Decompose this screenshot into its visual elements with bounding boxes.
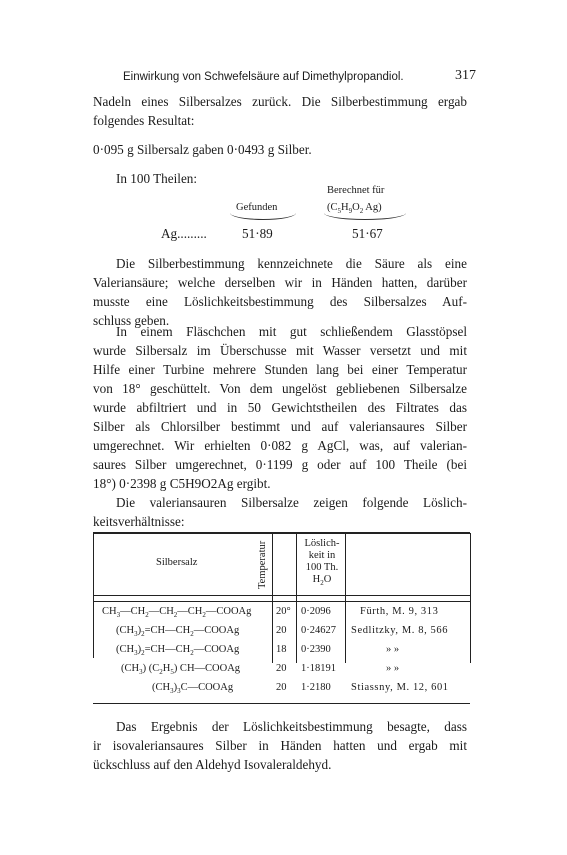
row-2-temp: 20 xyxy=(276,625,287,636)
p1-line-3: musste eine Löslichkeitsbestimmung des Silbersalzes Auf- xyxy=(93,294,467,309)
row-1-salt: $CH_3—CH_2—CH_2—CH_2—COOAg$ xyxy=(102,606,252,620)
in-100-parts: In 100 Theilen: xyxy=(116,171,198,186)
row-1-ref: Fürth, M. 9, 313 xyxy=(360,606,439,617)
intro-line-2: folgendes Resultat: xyxy=(93,113,195,128)
header-silbersalz: Silbersalz xyxy=(156,557,198,568)
row-5-temp: 20 xyxy=(276,682,287,693)
p2-line-9: 18°) 0·2398 g C5H9O2Ag ergibt. xyxy=(93,476,271,491)
result-line xyxy=(93,141,312,160)
row-4-salt: $(CH_3)$ $(C_2H_5)$ CH—COOAg xyxy=(121,663,241,677)
row-4-temp: 20 xyxy=(276,663,287,674)
row-3-sol: 0·2390 xyxy=(301,644,331,655)
calc-brace xyxy=(324,213,406,220)
row-2-sol: 0·24627 xyxy=(301,625,336,636)
p2-line-5: wurde abfiltriert und in 50 Gewichtstheilen des Filtrates das xyxy=(93,400,467,415)
p2-line-8: saures Silber umgerechnet, 0·1199 g oder auf 100 Theile (bei xyxy=(93,457,467,472)
p2-line-4: von 18° geschüttelt. Von dem ungelöst gebliebenen Silbersalze xyxy=(93,381,467,396)
p2-line-2: wurde Silbersalz im Überschusse mit Wasser versetzt und mit xyxy=(93,343,467,358)
p4-line-2: ir isovaleriansaures Silber in Händen hatten und ergab mit xyxy=(93,738,467,753)
row-2-ref: Sedlitzky, M. 8, 566 xyxy=(351,625,449,636)
table-left-rule xyxy=(93,533,94,658)
calculated-for-label: Berechnet für xyxy=(327,185,385,196)
header-temperatur: Temperatur xyxy=(257,540,268,589)
row-4-sol: 1·18191 xyxy=(301,663,336,674)
p1-line-1: Die Silberbestimmung kennzeichnete die Säure als eine xyxy=(116,256,467,271)
row-1-temp: 20° xyxy=(276,606,291,617)
row-5-ref: Stiassny, M. 12, 601 xyxy=(351,682,449,693)
row-5-sol: 1·2180 xyxy=(301,682,331,693)
calc-value: 51·67 xyxy=(352,226,383,241)
table-col-rule-3 xyxy=(345,533,346,663)
ag-row-label: Ag......... xyxy=(161,226,207,241)
page-number: 317 xyxy=(455,68,476,83)
table-header-rule-2 xyxy=(93,601,470,602)
p3-line-2: keitsverhältnisse: xyxy=(93,514,185,529)
table-col-rule-1 xyxy=(272,533,273,663)
row-3-ref: » » xyxy=(386,644,400,655)
row-1-sol: 0·2096 xyxy=(301,606,331,617)
table-bottom-rule xyxy=(93,703,470,704)
p1-line-2: Valeriansäure; welche derselben wir in Händen hatten, darüber xyxy=(93,275,467,290)
found-value: 51·89 xyxy=(242,226,273,241)
p2-line-3: Hilfe einer Turbine mehrere Stunden lang bei einer Temperatur xyxy=(93,362,467,377)
p2-line-7: umgerechnet. Wir erhielten 0·082 g AgCl, was, auf valerian- xyxy=(93,438,467,453)
table-right-rule xyxy=(470,533,471,663)
row-3-temp: 18 xyxy=(276,644,287,655)
row-5-salt: $(CH_3)_3C—COOAg$ xyxy=(152,682,234,696)
p2-line-1: In einem Fläschchen mit gut schließendem Glasstöpsel xyxy=(116,324,467,339)
p2-line-6: Silber als Chlorsilber bestimmt und auf valeriansaures Silber xyxy=(93,419,467,434)
row-3-salt: $(CH_3)_2=CH—CH_2—COOAg$ xyxy=(116,644,240,658)
table-top-rule xyxy=(93,532,470,534)
result-text: 0·095 g Silbersalz gaben 0·0493 g Silber. xyxy=(93,142,312,157)
found-header: Gefunden xyxy=(236,202,278,213)
p4-line-1: Das Ergebnis der Löslichkeitsbestimmung besagte, dass xyxy=(116,719,467,734)
found-brace xyxy=(230,213,296,220)
table-col-rule-2 xyxy=(296,533,297,663)
row-4-ref: » » xyxy=(386,663,400,674)
table-header-rule xyxy=(93,595,470,596)
running-title: Einwirkung von Schwefelsäure auf Dimethylpropandiol. xyxy=(123,71,404,83)
header-loeslichkeit: Löslich- keit in 100 Th. $H_2O$ xyxy=(304,538,340,588)
p1-line-4: schluss geben. xyxy=(93,313,170,328)
formula-header: ($C_5H_9O_2$ Ag) xyxy=(327,202,382,216)
row-2-salt: $(CH_3)_2=CH—CH_2—COOAg$ xyxy=(116,625,240,639)
p3-line-1: Die valeriansauren Silbersalze zeigen folgende Löslich- xyxy=(116,495,467,510)
p4-line-3: ückschluss auf den Aldehyd Isovaleraldehyd. xyxy=(93,757,332,772)
intro-line-1: Nadeln eines Silbersalzes zurück. Die Silberbestimmung ergab xyxy=(93,94,467,109)
